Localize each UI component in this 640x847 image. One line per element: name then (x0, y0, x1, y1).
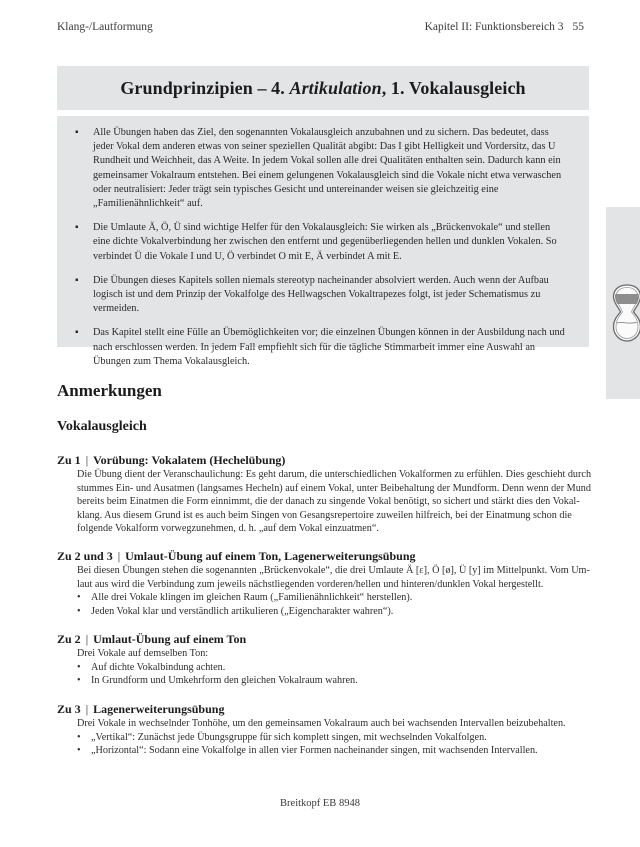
separator: | (85, 702, 89, 716)
principle-item (77, 126, 567, 211)
principle-item (77, 274, 567, 317)
running-head-left: Klang-/Lautformung (57, 21, 153, 33)
principle-text: Die Umlaute Ä, Ö, Ü sind wichtige Helfer für den Vokalausgleich: Sie wirken als „Brückenvokale“ und stellen eine dichte Vokalverbindung her zwischen den entfernt und gegenüberliegenden hellen und dunklen Vokalen. So verbindet Ü die Vokale I und U, Ö verbindet O mit E, Ä verbindet A mit E. (93, 222, 557, 262)
list-item (77, 674, 597, 688)
list-item-text: „Horizontal“: Sodann eine Vokalfolge in allen vier Formen nacheinander singen, mit wachsenden Intervallen. (91, 745, 538, 756)
section-text: Drei Vokale in wechselnder Tonhöhe, um den gemeinsamen Vokalraum auch bei wachsenden Intervallen beizubehalten. (77, 718, 566, 729)
list-item-text: Jeden Vokal klar und verständlich artikulieren („Eigencharakter wahren“). (91, 605, 394, 617)
running-head-right (425, 21, 584, 33)
chapter-label: Kapitel II: Funktionsbereich 3 (424, 21, 564, 33)
principle-text: Das Kapitel stellt eine Fülle an Übemöglichkeiten vor; die einzelnen Übungen können in der Ausbildung nach und nach erschlossen werden. In jedem Fall empfiehlt sich für die tägliche Stimmarbeit immer eine Auswahl an Übungen zum Thema Vokalausgleich. (93, 327, 565, 367)
title-prefix: Grundprinzipien – 4. (120, 77, 290, 98)
section-heading (57, 452, 597, 468)
section-heading (57, 631, 597, 647)
section-text: Die Übung dient der Veranschaulichung: Es geht darum, die unterschiedlichen Vokalformen zu erfühlen. Dies geschieht durch stummes Ein- und Ausatmen (langsames Hecheln) auf einem Vokal, unter Beibehaltung der Mundform. Denn wenn der Mund bereits beim Einatmen die Form einnimmt, die der danach zu singende Vokal benötigt, so sichert und stärkt dies den Vokalklang. Aus diesem Grund ist es auch beim Singen von Gesangsrepertoire zuweilen hilfreich, bei der Einatmung schon die folgende Vokalform vorwegzunehmen, d. h. „auf dem Vokal einzuatmen“. (77, 469, 592, 534)
principles-list (77, 126, 567, 369)
list-item (77, 605, 597, 619)
section-bullets (77, 591, 597, 618)
section-zu-3 (57, 701, 597, 758)
section-text: Bei diesen Übungen stehen die sogenannten „Brückenvokale“, die drei Umlaute Ä [ɛ], Ö [ø], Ü [y] im Mittelpunkt. Vom Umlaut aus wird die Verbindung zum jeweils nächstliegenden vorderen/hellen und hinteren/dunklen Vokal hergestellt. (77, 565, 590, 590)
bullet-icon: • (77, 675, 81, 686)
principles-box (57, 116, 589, 367)
page-number: 55 (572, 21, 584, 33)
list-item (77, 744, 597, 758)
section-bullets (77, 661, 597, 688)
title-box (57, 66, 589, 110)
section-label: Zu 2 und 3 (57, 549, 113, 563)
section-label: Zu 3 (57, 702, 81, 716)
list-item-text: Alle drei Vokale klingen im gleichen Raum („Familienähnlichkeit“ herstellen). (91, 592, 413, 603)
principle-item (77, 221, 567, 264)
list-item-text: In Grundform und Umkehrform den gleichen Vokalraum wahren. (91, 675, 358, 686)
principle-text: Alle Übungen haben das Ziel, den sogenannten Vokalausgleich anzubahnen und zu sichern. Das bedeutet, dass jeder Vokal dem anderen etwas von seiner speziellen Qualität abgibt: Das I gibt Helligkeit und Vordersitz, das U Rundheit und Weichheit, das A Weite. In jedem Vokal sollen alle drei Qualitäten enthalten sein. Dadurch kann ein gemeinsamer Vokalraum entstehen. Bei einem gelungenen Vokalausgleich sind die Vokale nicht etwa verwaschen oder neutralisiert: Jeder trägt sein typisches Gesicht und untereinander weisen sie gleichzeitig eine „Familienähnlichkeit“ auf. (93, 127, 562, 210)
section-label: Zu 2 (57, 632, 81, 646)
bullet-icon: ▪ (75, 274, 79, 286)
section-zu-1 (57, 452, 597, 536)
section-text: Drei Vokale auf demselben Ton: (77, 648, 209, 659)
section-heading (57, 701, 597, 717)
bullet-icon: • (77, 731, 81, 743)
section-title: Vorübung: Vokalatem (Hechelübung) (93, 453, 286, 467)
section-zu-2 (57, 631, 597, 688)
section-body (57, 468, 597, 536)
page-title (120, 78, 525, 99)
running-head (57, 21, 584, 33)
section-heading (57, 548, 597, 564)
separator: | (85, 453, 89, 467)
section-title: Lagenerweiterungsübung (93, 702, 225, 716)
principle-item (77, 326, 567, 369)
section-body (57, 564, 597, 618)
section-body (57, 647, 597, 688)
bullet-icon: ▪ (75, 127, 79, 138)
bullet-icon: • (77, 605, 81, 617)
bullet-icon: • (77, 592, 81, 603)
principle-text: Die Übungen dieses Kapitels sollen niemals stereotyp nacheinander absolviert werden. Auch wenn der Aufbau logisch ist und dem Prinzip der Vokalfolge des Hellwagschen Vokaltrapezes folgt, ist jeder Schematismus zu vermeiden. (93, 274, 549, 315)
section-bullets (77, 731, 597, 758)
bullet-icon: • (77, 745, 81, 756)
list-item (77, 731, 597, 745)
bullet-icon: • (77, 661, 81, 673)
list-item-text: Auf dichte Vokalbindung achten. (91, 661, 226, 673)
vocal-gourd-icon (612, 283, 640, 343)
section-label: Zu 1 (57, 453, 81, 467)
section-zu-2-und-3 (57, 548, 597, 618)
separator: | (117, 549, 121, 563)
separator: | (85, 632, 89, 646)
page-footer: Breitkopf EB 8948 (280, 798, 360, 809)
section-body (57, 717, 597, 758)
bullet-icon: ▪ (75, 327, 79, 339)
vokalausgleich-heading: Vokalausgleich (57, 419, 147, 434)
bullet-icon: ▪ (75, 222, 79, 234)
list-item (77, 661, 597, 675)
notes-heading: Anmerkungen (57, 381, 162, 400)
title-italic: Artikulation (289, 77, 382, 98)
section-title: Umlaut-Übung auf einem Ton (93, 632, 247, 646)
title-suffix: , 1. Vokalausgleich (381, 77, 526, 98)
section-title: Umlaut-Übung auf einem Ton, Lagenerweiterungsübung (125, 549, 416, 563)
list-item (77, 591, 597, 605)
chapter-side-tab (606, 207, 640, 399)
list-item-text: „Vertikal“: Zunächst jede Übungsgruppe für sich komplett singen, mit wechselnden Vokalfolgen. (91, 731, 487, 743)
